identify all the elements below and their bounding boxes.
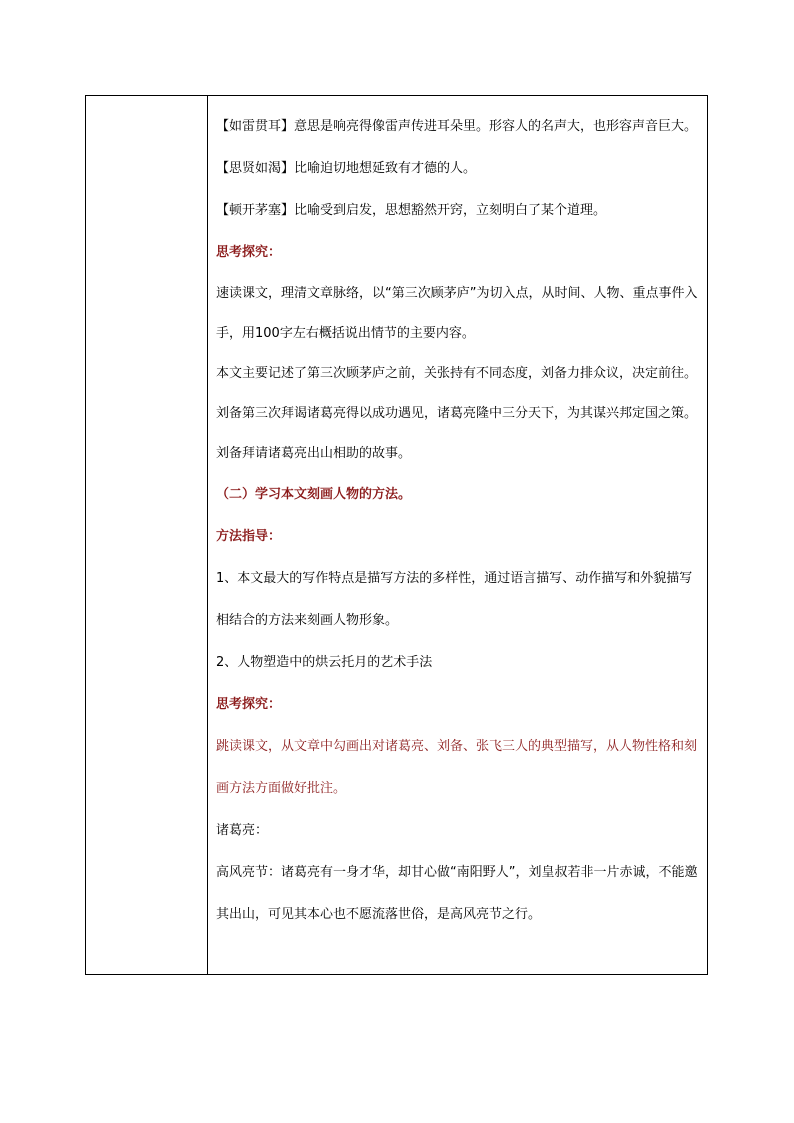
paragraph-method-two: 2、人物塑造中的烘云托月的艺术手法 xyxy=(216,655,433,670)
document-table xyxy=(85,95,708,975)
paragraph-term-ruleiguaner: 【如雷贯耳】意思是响亮得像雷声传进耳朵里。形容人的名声大，也形容声音巨大。 xyxy=(216,119,698,134)
section-heading-part-two: （二）学习本文刻画人物的方法。 xyxy=(216,487,412,502)
paragraph-task-annotate: 跳读课文，从文章中勾画出对诸葛亮、刘备、张飞三人的典型描写，从人物性格和刻画方法方面做好批注。 xyxy=(216,739,698,796)
table-content-cell xyxy=(216,106,702,936)
paragraph-task-summary: 速读课文，理清文章脉络，以“第三次顾茅庐”为切入点，从时间、人物、重点事件入手，用100字左右概括说出情节的主要内容。 xyxy=(216,286,698,341)
paragraph-trait-gaofengliangjie: 高风亮节：诸葛亮有一身才华，却甘心做“南阳野人”，刘皇叔若非一片赤诚，不能邀其出山，可见其本心也不愿流落世俗，是高风亮节之行。 xyxy=(216,865,698,922)
paragraph-term-sixianruke: 【思贤如渴】比喻迫切地想延致有才德的人。 xyxy=(216,161,477,176)
section-heading-method: 方法指导： xyxy=(216,529,282,544)
paragraph-answer-summary: 本文主要记述了第三次顾茅庐之前，关张持有不同态度，刘备力排众议，决定前往。刘备第三次拜谒诸葛亮得以成功遇见，诸葛亮隆中三分天下，为其谋兴邦定国之策。刘备拜请诸葛亮出山相助的故事。 xyxy=(216,366,698,461)
paragraph-method-one: 1、本文最大的写作特点是描写方法的多样性，通过语言描写、动作描写和外貌描写相结合的方法来刻画人物形象。 xyxy=(216,571,693,628)
paragraph-term-dunkaimaose: 【顿开茅塞】比喻受到启发，思想豁然开窍，立刻明白了某个道理。 xyxy=(216,203,607,218)
column-divider xyxy=(207,96,208,974)
paragraph-character-zhugeliang: 诸葛亮： xyxy=(216,823,269,838)
section-heading-thinking-2: 思考探究： xyxy=(216,697,282,712)
section-heading-thinking: 思考探究： xyxy=(216,245,282,260)
